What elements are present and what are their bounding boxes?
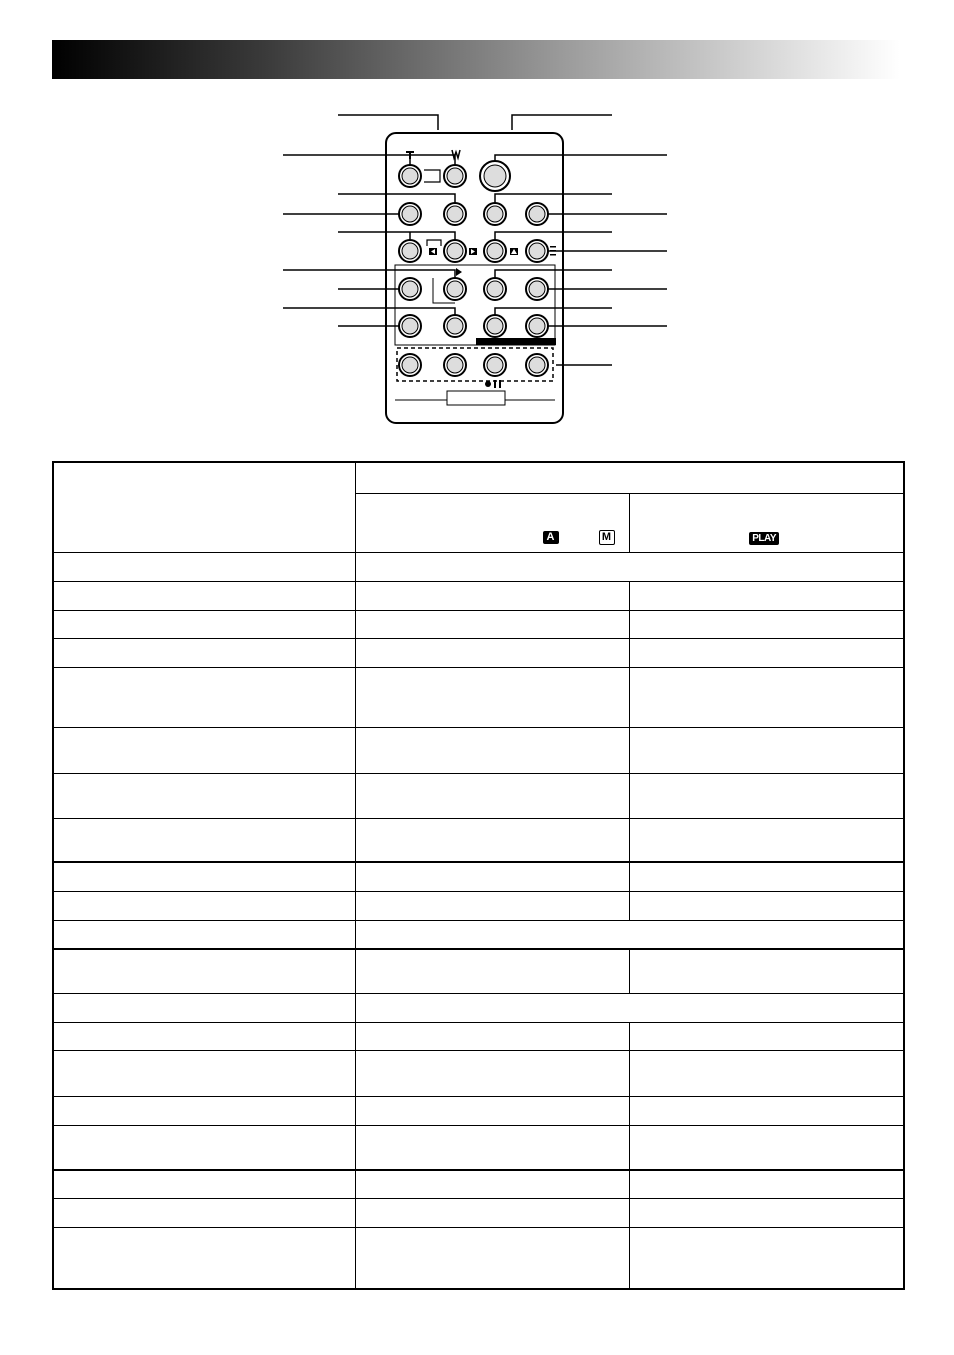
table-row (53, 1228, 904, 1289)
table-row (53, 818, 904, 862)
table-header-function (355, 462, 904, 493)
table-row (53, 728, 904, 773)
table-row (53, 994, 904, 1023)
play-mode-badge: PLAY (749, 532, 779, 545)
function-table (52, 461, 905, 1290)
table-row (53, 921, 904, 949)
table-header-play-mode (629, 493, 904, 552)
table-row (53, 552, 904, 581)
table-row (53, 581, 904, 610)
table-row (53, 639, 904, 668)
table-row (53, 773, 904, 818)
table-header-record-mode (355, 493, 629, 552)
manual-mode-badge: M (599, 530, 615, 545)
auto-mode-badge: A (543, 531, 559, 544)
sensor-window (447, 391, 505, 405)
table-row (53, 1096, 904, 1125)
remote-black-strip (476, 338, 556, 345)
table-row (53, 949, 904, 994)
table-row (53, 1051, 904, 1096)
remote-control-diagram (0, 0, 954, 440)
table-row (53, 1023, 904, 1051)
table-row (53, 611, 904, 639)
table-row (53, 668, 904, 728)
table-row (53, 891, 904, 920)
table-row (53, 1125, 904, 1170)
table-row (53, 1170, 904, 1198)
remote-control-svg (0, 0, 954, 440)
table-row (53, 1198, 904, 1227)
table-row (53, 862, 904, 891)
table-header-button-col (53, 462, 355, 552)
